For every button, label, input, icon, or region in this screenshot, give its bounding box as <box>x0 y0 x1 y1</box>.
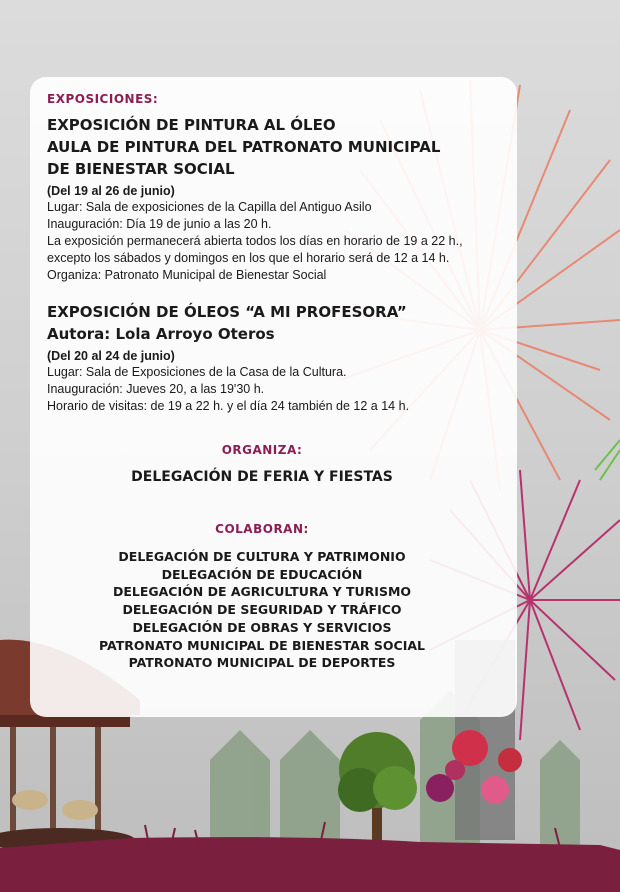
exhibition-1-dates: (Del 19 al 26 de junio) <box>47 184 175 198</box>
section-heading-exposiciones: EXPOSICIONES: <box>47 92 159 106</box>
collaborator-item: PATRONATO MUNICIPAL DE BIENESTAR SOCIAL <box>99 637 425 653</box>
exhibition-1-title-3: DE BIENESTAR SOCIAL <box>47 160 235 178</box>
exhibition-1-detail: La exposición permanecerá abierta todos los días en horario de 19 a 22 h., <box>47 234 463 248</box>
exhibition-1-detail: excepto los sábados y domingos en los que el horario será de 12 a 14 h. <box>47 251 450 265</box>
exhibition-1-detail: Inauguración: Día 19 de junio a las 20 h. <box>47 217 272 231</box>
exhibition-2-author: Autora: Lola Arroyo Oteros <box>47 325 275 343</box>
section-heading-organiza: ORGANIZA: <box>221 443 303 457</box>
exhibition-1-detail: Lugar: Sala de exposiciones de la Capilla del Antiguo Asilo <box>47 200 372 214</box>
collaborator-item: DELEGACIÓN DE CULTURA Y PATRIMONIO <box>118 549 406 564</box>
exhibition-2-title: EXPOSICIÓN DE ÓLEOS “A MI PROFESORA” <box>47 303 407 321</box>
exhibition-2 <box>47 301 517 415</box>
section-heading-colaboran: COLABORAN: <box>215 522 309 536</box>
organizer-name: DELEGACIÓN DE FERIA Y FIESTAS <box>131 469 393 485</box>
collaborator-item: DELEGACIÓN DE EDUCACIÓN <box>161 566 363 582</box>
collaborator-item: DELEGACIÓN DE SEGURIDAD Y TRÁFICO <box>122 602 402 618</box>
collaborator-item: DELEGACIÓN DE AGRICULTURA Y TURISMO <box>112 584 412 600</box>
exhibition-2-detail: Lugar: Sala de Exposiciones de la Casa de la Cultura. <box>47 365 347 379</box>
exhibition-1-title-2: AULA DE PINTURA DEL PATRONATO MUNICIPAL <box>47 138 441 156</box>
collaborator-item: DELEGACIÓN DE OBRAS Y SERVICIOS <box>132 619 392 635</box>
program-content <box>47 92 517 672</box>
exhibition-1-detail: Organiza: Patronato Municipal de Bienestar Social <box>47 268 327 282</box>
exhibition-2-detail: Horario de visitas: de 19 a 22 h. y el día 24 también de 12 a 14 h. <box>47 399 410 413</box>
exhibition-2-dates: (Del 20 al 24 de junio) <box>47 349 175 363</box>
exhibition-1-title-1: EXPOSICIÓN DE PINTURA AL ÓLEO <box>47 116 336 134</box>
exhibition-1 <box>47 114 517 284</box>
organiza-section <box>47 443 477 485</box>
collaborator-item: PATRONATO MUNICIPAL DE DEPORTES <box>128 655 396 671</box>
exhibition-2-detail: Inauguración: Jueves 20, a las 19'30 h. <box>47 382 265 396</box>
tree-illustration <box>338 732 417 855</box>
colaboran-section <box>47 522 477 672</box>
